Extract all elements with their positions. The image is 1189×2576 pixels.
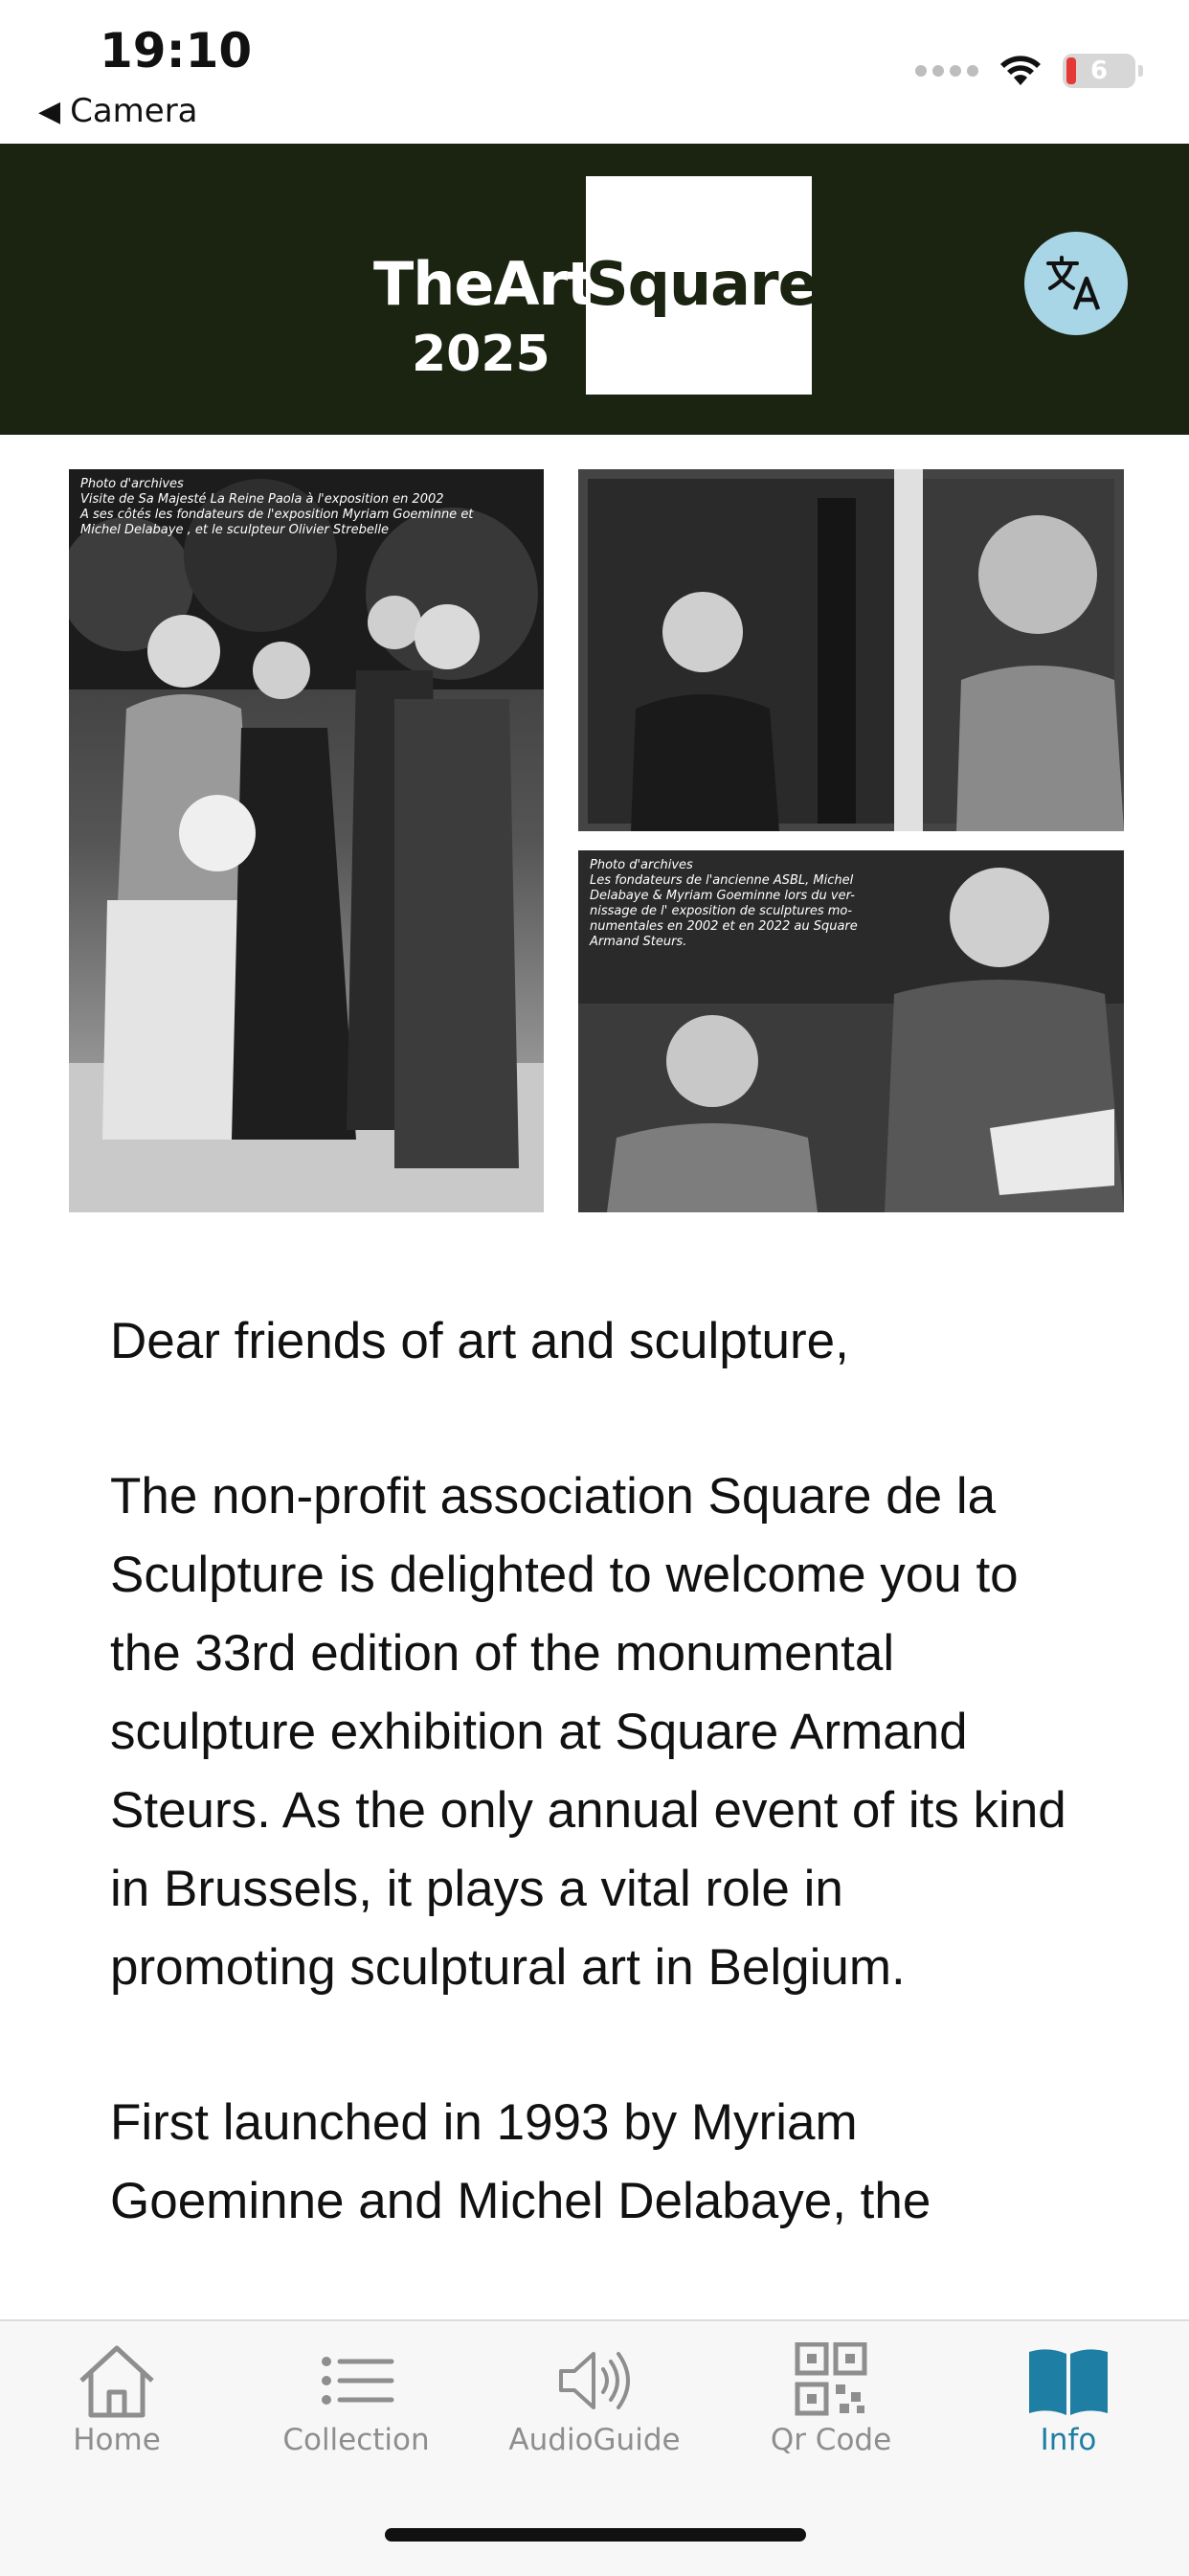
back-to-camera-button[interactable] [38, 92, 198, 130]
tab-label: Home [73, 2423, 161, 2457]
archive-photo-founders[interactable] [578, 850, 1124, 1212]
greeting-paragraph: Dear friends of art and sculpture, [110, 1313, 849, 1369]
tab-label: Qr Code [770, 2423, 892, 2457]
translate-button[interactable] [1024, 232, 1128, 335]
history-paragraph: First launched in 1993 by Myriam Goeminne and Michel Delabaye, the [110, 2094, 931, 2229]
tab-qr-code[interactable] [735, 2342, 927, 2457]
status-indicators [915, 54, 1135, 88]
tab-collection[interactable] [260, 2342, 452, 2457]
status-bar [0, 0, 1189, 144]
home-icon [74, 2342, 160, 2419]
back-arrow-icon: ◀ [38, 94, 61, 128]
wifi-icon [999, 55, 1042, 87]
intro-paragraph: The non-profit association Square de la Sculpture is delighted to welcome you to the 33rd edition of the monumental sculpture exhibition at Square Armand Steurs. As the only annual event of its kind in Brussels, it plays a vital role in promoting sculptural art in Belgium. [110, 1468, 1066, 1996]
status-time: 19:10 [100, 23, 253, 79]
list-icon [313, 2342, 399, 2419]
logo-text-left: TheArt [373, 249, 594, 319]
photo-caption: Photo d'archives Les fondateurs de l'ancienne ASBL, Michel Delabaye & Myriam Goeminne lors du ver- nissage de l' exposition de sculptures mo- numentales en 2002 et en 2022 au Square Armand Steurs. [590, 858, 858, 949]
book-icon [1025, 2342, 1111, 2419]
home-indicator[interactable] [385, 2528, 806, 2542]
logo-year: 2025 [412, 326, 550, 383]
translate-icon [1043, 250, 1110, 317]
tab-label: Collection [282, 2423, 430, 2457]
welcome-text [110, 1302, 1077, 2317]
back-label: Camera [70, 92, 198, 130]
tab-label: Info [1040, 2423, 1097, 2457]
cellular-signal-icon [915, 65, 978, 77]
photo-caption: Photo d'archives Visite de Sa Majesté La Reine Paola à l'exposition en 2002 A ses côtés les fondateurs de l'exposition Myriam Goeminne et Michel Delabaye , et le sculpteur Olivier Strebelle [80, 477, 474, 537]
archive-photo-queen-visit[interactable] [69, 469, 544, 1212]
tab-home[interactable] [21, 2342, 213, 2457]
tab-label: AudioGuide [508, 2423, 681, 2457]
tab-audioguide[interactable] [499, 2342, 690, 2457]
qr-code-icon [788, 2342, 874, 2419]
logo-text-right: Square [586, 249, 818, 319]
archive-photo-portraits[interactable] [578, 469, 1124, 831]
speaker-icon [551, 2342, 638, 2419]
battery-icon: 6 [1063, 54, 1135, 88]
header-banner [0, 144, 1189, 435]
tab-info[interactable] [973, 2342, 1164, 2457]
